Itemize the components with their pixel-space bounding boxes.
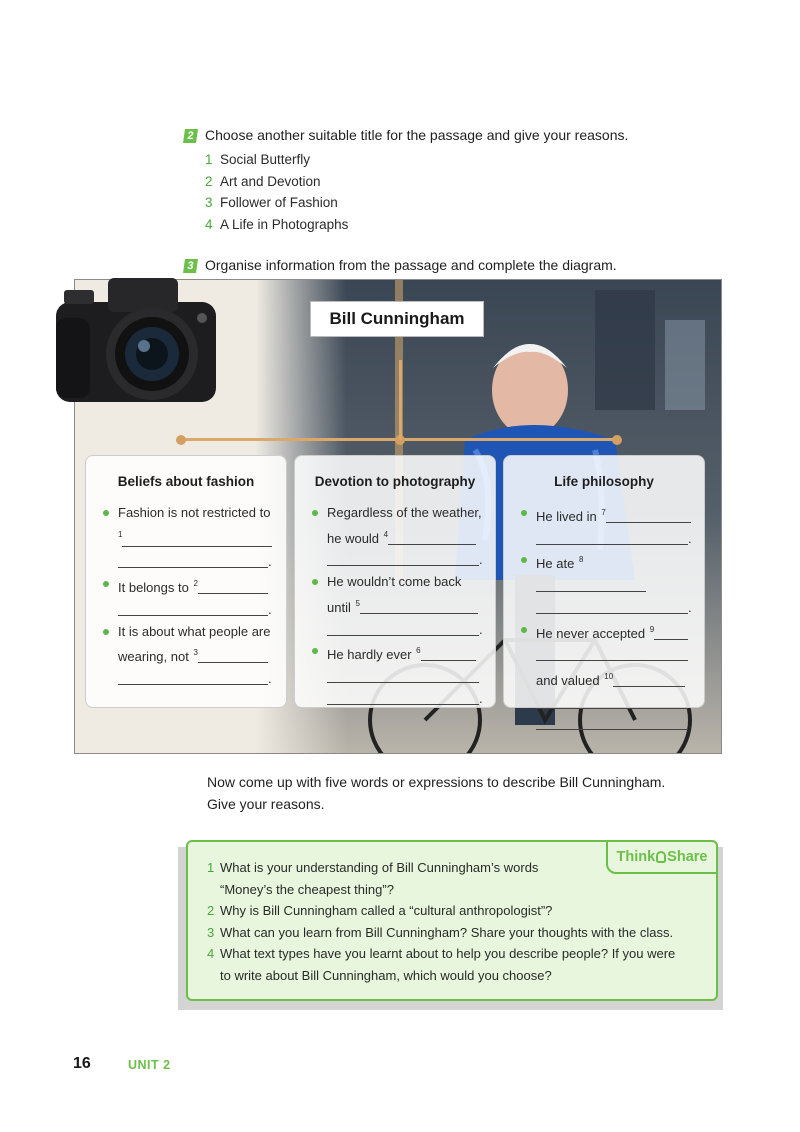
answer-blank-7[interactable] xyxy=(606,508,691,523)
diagram-title: Bill Cunningham xyxy=(310,301,484,337)
bullet-item: He ate $^8$ . xyxy=(518,549,692,618)
list-item: 3 What can you learn from Bill Cunningham? Share your thoughts with the class. xyxy=(207,924,674,940)
answer-blank-1-cont[interactable] xyxy=(118,553,268,568)
question-2-heading xyxy=(184,127,628,143)
column-title: Life philosophy xyxy=(554,474,654,489)
unit-label: UNIT 2 xyxy=(128,1058,171,1072)
answer-blank-5-cont[interactable] xyxy=(327,621,479,636)
answer-blank-2-cont[interactable] xyxy=(118,601,268,616)
page-number: 16 xyxy=(73,1055,91,1072)
list-item: 2 Why is Bill Cunningham called a “cultural anthropologist”? xyxy=(207,903,553,918)
answer-blank-6-cont2[interactable] xyxy=(327,690,479,705)
answer-blank-10-cont[interactable] xyxy=(536,694,688,709)
answer-blank-10-cont2[interactable] xyxy=(536,715,688,730)
title-options-list xyxy=(205,149,348,235)
option-item xyxy=(205,149,348,171)
answer-blank-8[interactable] xyxy=(536,577,646,592)
answer-blank-2[interactable] xyxy=(198,579,268,594)
connector-node xyxy=(612,435,622,445)
beliefs-about-fashion-box xyxy=(85,455,287,708)
answer-blank-5[interactable] xyxy=(360,599,478,614)
answer-blank-10[interactable] xyxy=(613,672,685,687)
list-item: 1 What is your understanding of Bill Cunningham’s words “Money’s the cheapest thing”? xyxy=(207,860,539,897)
question-3-instruction: Organise information from the passage and complete the diagram. xyxy=(205,257,617,273)
option-number: 2 xyxy=(205,173,213,189)
answer-blank-7-cont[interactable] xyxy=(536,530,688,545)
option-text: A Life in Photographs xyxy=(220,216,349,232)
describe-prompt xyxy=(207,771,727,815)
question-3-heading xyxy=(184,257,617,273)
option-text: Social Butterfly xyxy=(220,152,311,167)
connector-stem xyxy=(399,360,402,440)
column-title: Devotion to photography xyxy=(314,474,476,489)
option-item xyxy=(205,192,348,214)
bullet-item: Fashion is not restricted to $^1$ . xyxy=(100,502,274,573)
answer-blank-4[interactable] xyxy=(388,530,476,545)
answer-blank-8-cont[interactable] xyxy=(536,599,688,614)
column-title: Beliefs about fashion xyxy=(117,474,255,489)
question-number-badge: 3 xyxy=(183,259,198,273)
option-number: 1 xyxy=(205,152,213,167)
bullet-item: It is about what people are wearing, not $^3$ . xyxy=(100,621,274,690)
option-number: 3 xyxy=(205,195,213,211)
answer-blank-3-cont[interactable] xyxy=(118,670,268,685)
option-text: Follower of Fashion xyxy=(220,195,338,211)
prompt-line: Give your reasons. xyxy=(207,796,325,812)
bullet-item: Regardless of the weather, he would $^4$ . xyxy=(309,502,483,571)
bullet-item: He lived in $^7$ . xyxy=(518,502,692,549)
bullet-item: It belongs to $^2$ . xyxy=(100,573,274,620)
option-text: Art and Devotion xyxy=(220,173,321,189)
question-2-instruction: Choose another suitable title for the passage and give your reasons. xyxy=(205,127,629,143)
bullet-item: He never accepted $^9$ and valued $^{10}$ . xyxy=(518,619,692,736)
answer-blank-6[interactable] xyxy=(421,646,476,661)
list-item: 4 What text types have you learnt about to help you describe people? If you were to write about Bill Cunningham, which would you choose? xyxy=(207,946,676,983)
camera-icon xyxy=(48,262,228,412)
option-number: 4 xyxy=(205,216,213,232)
bullet-item: He hardly ever $^6$ . xyxy=(309,640,483,709)
life-philosophy-box xyxy=(503,455,705,732)
question-number-badge: 2 xyxy=(183,129,198,143)
answer-blank-4-cont[interactable] xyxy=(327,551,479,566)
devotion-to-photography-box xyxy=(294,455,496,708)
answer-blank-1[interactable] xyxy=(122,532,272,547)
answer-blank-9[interactable] xyxy=(654,625,688,640)
option-item xyxy=(205,214,348,236)
think-share-questions xyxy=(207,857,707,986)
prompt-line: Now come up with five words or expressions to describe Bill Cunningham. xyxy=(207,774,666,790)
option-item xyxy=(205,171,348,193)
think-share-tag: Think Share xyxy=(606,840,718,874)
bullet-item: He wouldn’t come back until $^5$ . xyxy=(309,571,483,640)
answer-blank-9-cont[interactable] xyxy=(536,646,688,661)
answer-blank-6-cont[interactable] xyxy=(327,668,479,683)
answer-blank-3[interactable] xyxy=(198,648,268,663)
connector-node xyxy=(176,435,186,445)
